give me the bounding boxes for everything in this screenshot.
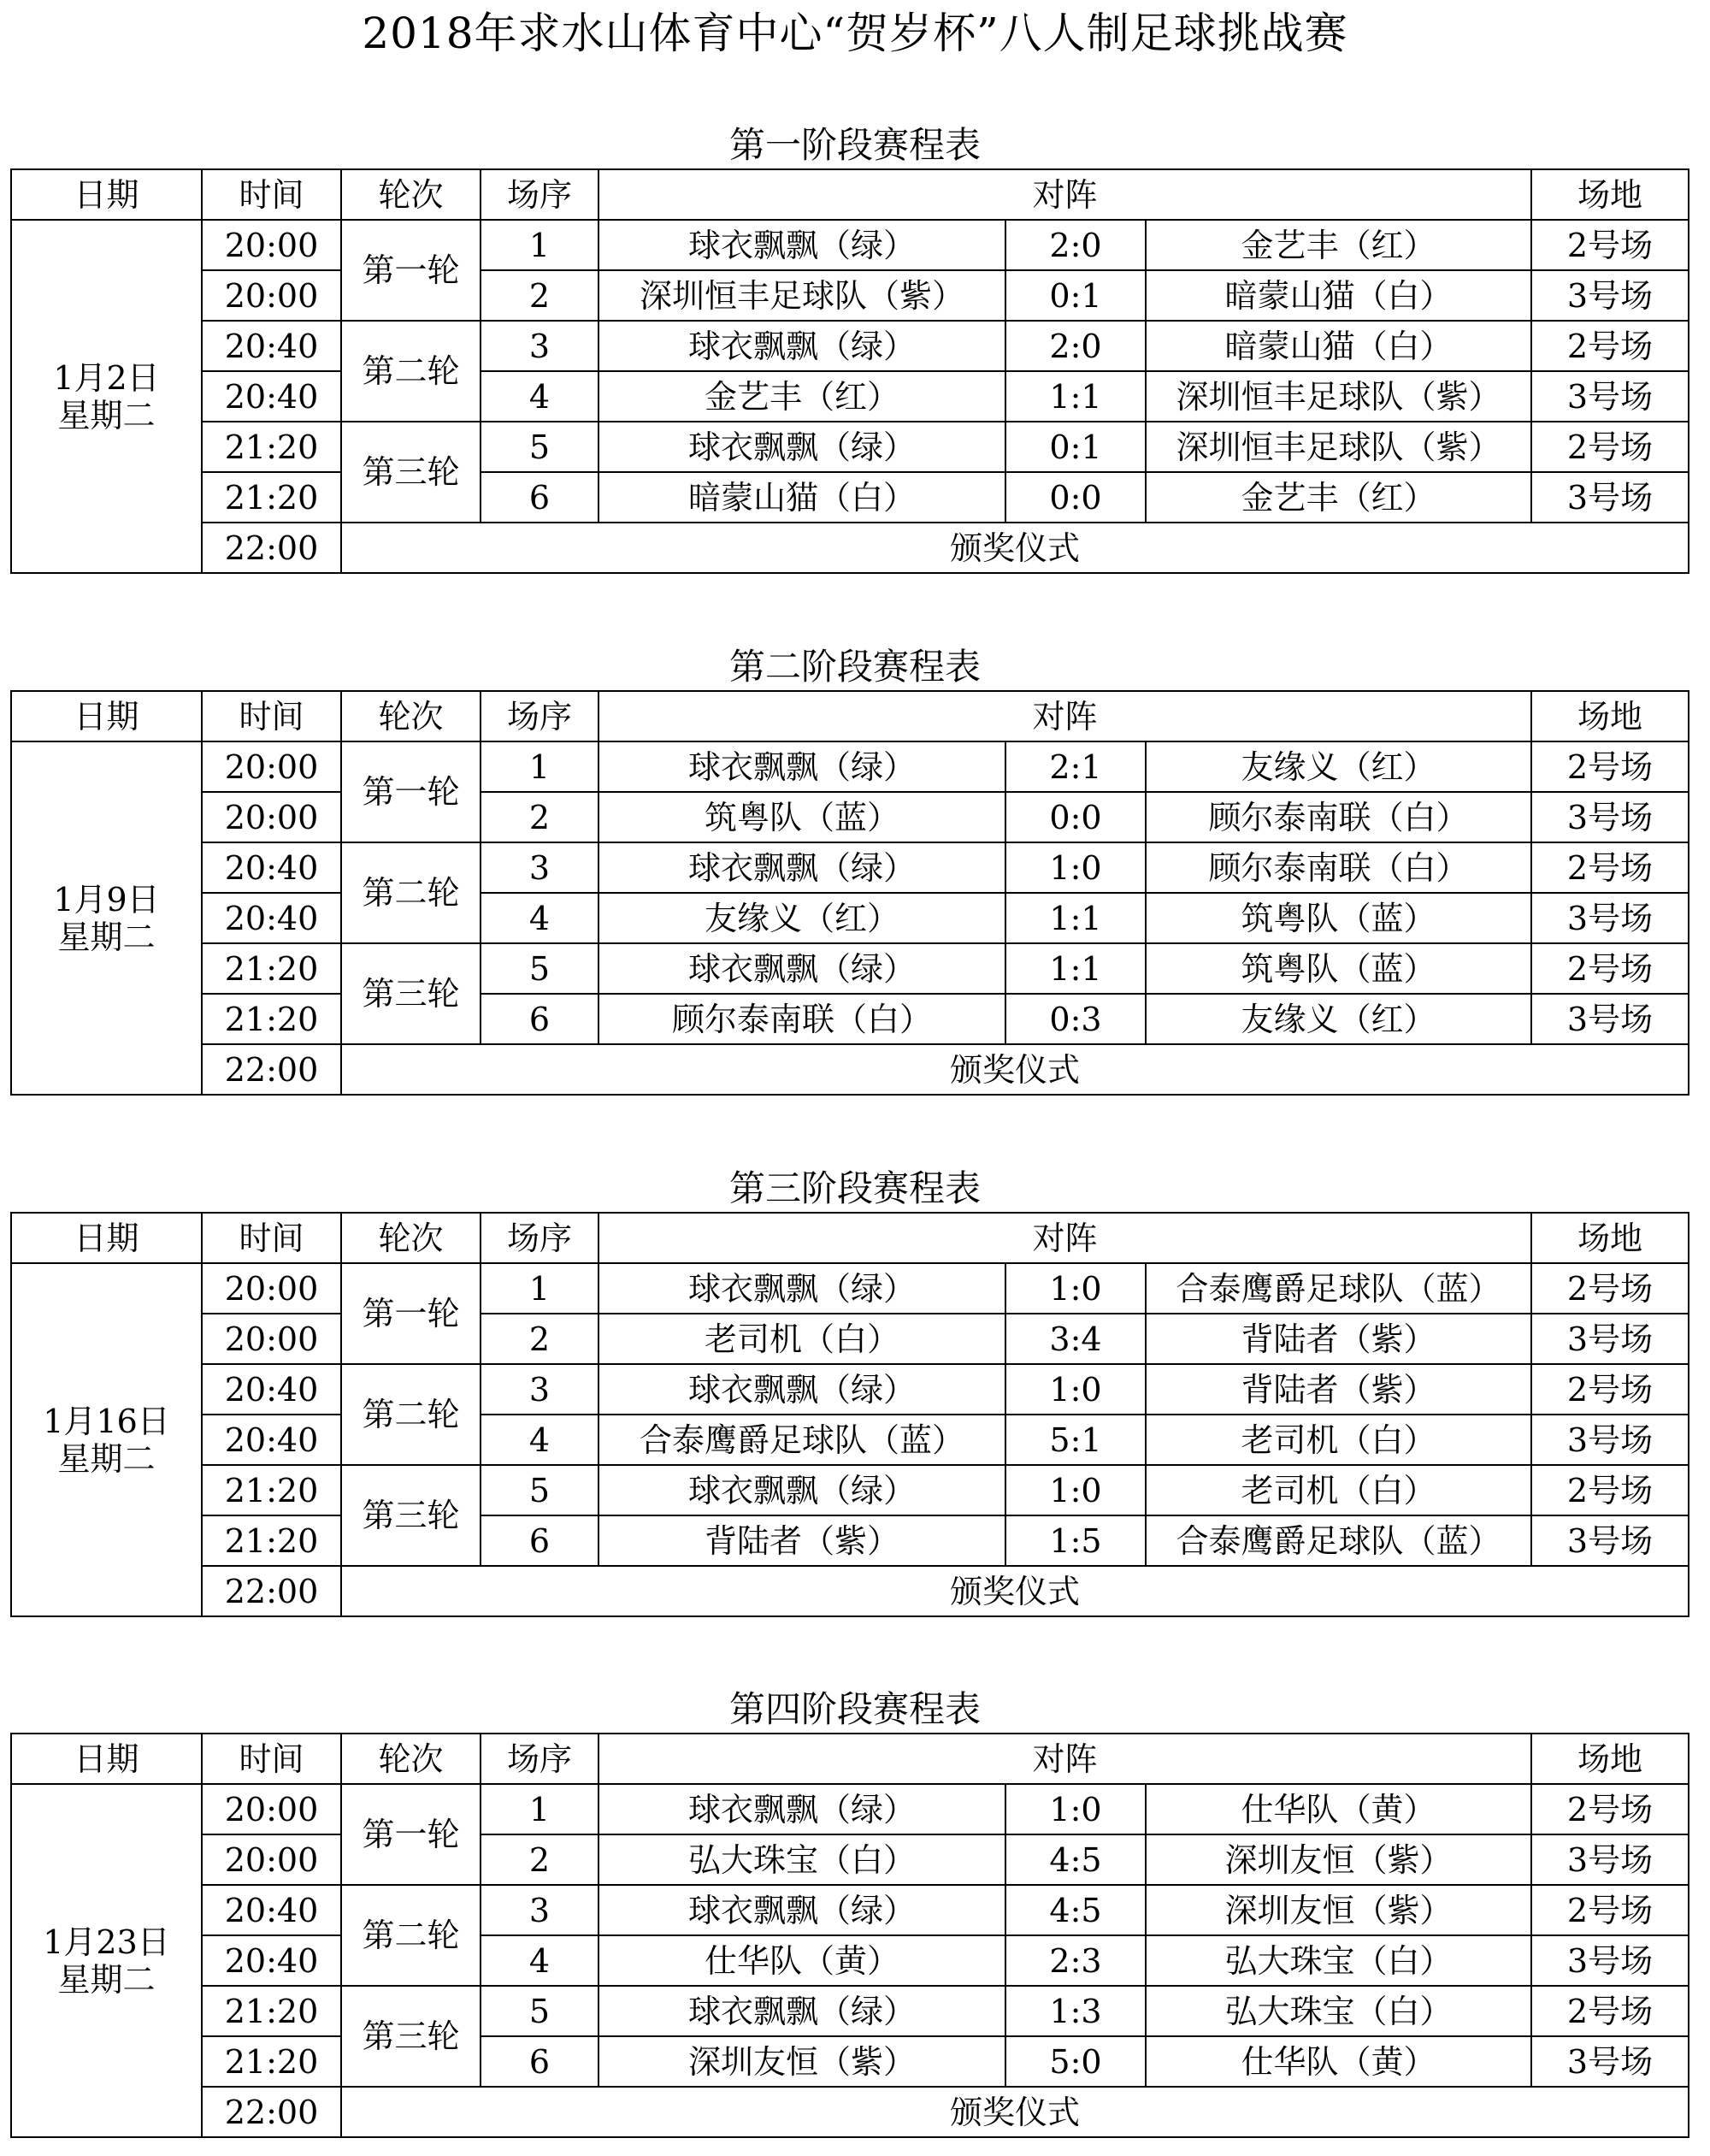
away-team: 合泰鹰爵足球队（蓝）: [1146, 1515, 1531, 1566]
match-venue: 3号场: [1531, 371, 1689, 422]
match-row: [11, 1465, 1689, 1515]
match-score: 1:5: [1005, 1515, 1146, 1566]
home-team: 球衣飘飘（绿）: [598, 220, 1005, 270]
home-team: 顾尔泰南联（白）: [598, 994, 1005, 1044]
header-round: 轮次: [341, 691, 481, 741]
match-score: 1:0: [1005, 1263, 1146, 1314]
match-row: [11, 741, 1689, 792]
header-round: 轮次: [341, 1734, 481, 1784]
away-team: 老司机（白）: [1146, 1415, 1531, 1465]
home-team: 球衣飘飘（绿）: [598, 1784, 1005, 1834]
header-date: 日期: [11, 1734, 202, 1784]
home-team: 友缘义（红）: [598, 893, 1005, 943]
match-weekday: 星期二: [57, 918, 156, 956]
date-cell: [11, 220, 202, 573]
match-venue: 2号场: [1531, 220, 1689, 270]
match-row: [11, 1515, 1689, 1566]
header-venue: 场地: [1531, 691, 1689, 741]
match-time: 20:40: [202, 1935, 341, 1986]
header-date: 日期: [11, 691, 202, 741]
match-score: 1:0: [1005, 1364, 1146, 1415]
ceremony-row: [11, 1566, 1689, 1616]
match-time: 20:40: [202, 1415, 341, 1465]
match-time: 20:00: [202, 741, 341, 792]
away-team: 弘大珠宝（白）: [1146, 1935, 1531, 1986]
match-score: 0:0: [1005, 792, 1146, 842]
header-row: [11, 691, 1689, 741]
schedule-table: [10, 168, 1689, 574]
match-order: 4: [481, 371, 598, 422]
match-row: [11, 321, 1689, 371]
header-date: 日期: [11, 169, 202, 220]
ceremony-row: [11, 523, 1689, 573]
match-score: 0:1: [1005, 422, 1146, 472]
match-time: 21:20: [202, 422, 341, 472]
match-venue: 2号场: [1531, 1465, 1689, 1515]
header-row: [11, 1213, 1689, 1263]
match-row: [11, 220, 1689, 270]
match-date: 1月2日: [53, 358, 160, 397]
match-row: [11, 1263, 1689, 1314]
ceremony-row: [11, 1044, 1689, 1095]
header-row: [11, 169, 1689, 220]
match-time: 20:00: [202, 1834, 341, 1885]
match-order: 4: [481, 893, 598, 943]
header-venue: 场地: [1531, 1213, 1689, 1263]
match-time: 20:40: [202, 893, 341, 943]
home-team: 金艺丰（红）: [598, 371, 1005, 422]
stage-title: 第二阶段赛程表: [728, 646, 981, 688]
match-score: 1:0: [1005, 842, 1146, 893]
match-order: 1: [481, 1784, 598, 1834]
match-venue: 2号场: [1531, 1986, 1689, 2036]
away-team: 合泰鹰爵足球队（蓝）: [1146, 1263, 1531, 1314]
match-venue: 3号场: [1531, 1314, 1689, 1364]
home-team: 球衣飘飘（绿）: [598, 741, 1005, 792]
match-order: 1: [481, 220, 598, 270]
match-order: 1: [481, 741, 598, 792]
match-row: [11, 371, 1689, 422]
ceremony-time: 22:00: [202, 1044, 341, 1095]
match-order: 6: [481, 472, 598, 523]
match-venue: 2号场: [1531, 1885, 1689, 1935]
away-team: 筑粤队（蓝）: [1146, 893, 1531, 943]
match-venue: 2号场: [1531, 943, 1689, 994]
ceremony-time: 22:00: [202, 1566, 341, 1616]
round-cell: 第三轮: [341, 943, 481, 1044]
match-venue: 3号场: [1531, 1935, 1689, 1986]
match-row: [11, 1415, 1689, 1465]
away-team: 弘大珠宝（白）: [1146, 1986, 1531, 2036]
home-team: 老司机（白）: [598, 1314, 1005, 1364]
home-team: 球衣飘飘（绿）: [598, 1263, 1005, 1314]
away-team: 顾尔泰南联（白）: [1146, 792, 1531, 842]
match-order: 3: [481, 1364, 598, 1415]
match-time: 21:20: [202, 1465, 341, 1515]
match-weekday: 星期二: [57, 1439, 156, 1478]
match-score: 1:1: [1005, 371, 1146, 422]
round-cell: 第三轮: [341, 1465, 481, 1566]
schedule-table: [10, 1733, 1689, 2138]
match-time: 21:20: [202, 994, 341, 1044]
away-team: 深圳恒丰足球队（紫）: [1146, 371, 1531, 422]
home-team: 背陆者（紫）: [598, 1515, 1005, 1566]
home-team: 球衣飘飘（绿）: [598, 321, 1005, 371]
match-row: [11, 422, 1689, 472]
date-cell: [11, 1263, 202, 1616]
match-venue: 3号场: [1531, 472, 1689, 523]
match-row: [11, 1986, 1689, 2036]
match-date: 1月9日: [53, 880, 160, 919]
away-team: 友缘义（红）: [1146, 994, 1531, 1044]
header-venue: 场地: [1531, 169, 1689, 220]
match-score: 1:0: [1005, 1465, 1146, 1515]
match-row: [11, 1364, 1689, 1415]
match-score: 0:3: [1005, 994, 1146, 1044]
home-team: 合泰鹰爵足球队（蓝）: [598, 1415, 1005, 1465]
match-score: 4:5: [1005, 1834, 1146, 1885]
match-time: 21:20: [202, 472, 341, 523]
round-cell: 第一轮: [341, 741, 481, 842]
header-matchup: 对阵: [598, 1734, 1531, 1784]
match-order: 5: [481, 1986, 598, 2036]
schedule-table: [10, 1212, 1689, 1617]
match-weekday: 星期二: [57, 1960, 156, 1999]
match-time: 20:00: [202, 1314, 341, 1364]
away-team: 仕华队（黄）: [1146, 1784, 1531, 1834]
schedule-table: [10, 690, 1689, 1096]
match-order: 6: [481, 2036, 598, 2087]
match-row: [11, 1834, 1689, 1885]
match-row: [11, 994, 1689, 1044]
away-team: 背陆者（紫）: [1146, 1314, 1531, 1364]
match-row: [11, 270, 1689, 321]
header-time: 时间: [202, 169, 341, 220]
match-venue: 3号场: [1531, 994, 1689, 1044]
match-time: 20:00: [202, 1263, 341, 1314]
stage-title: 第三阶段赛程表: [728, 1167, 981, 1209]
away-team: 友缘义（红）: [1146, 741, 1531, 792]
match-order: 3: [481, 321, 598, 371]
match-venue: 2号场: [1531, 321, 1689, 371]
match-time: 20:40: [202, 321, 341, 371]
match-weekday: 星期二: [57, 396, 156, 434]
match-venue: 2号场: [1531, 1364, 1689, 1415]
round-cell: 第二轮: [341, 842, 481, 943]
header-order: 场序: [481, 169, 598, 220]
header-round: 轮次: [341, 169, 481, 220]
away-team: 顾尔泰南联（白）: [1146, 842, 1531, 893]
match-score: 5:1: [1005, 1415, 1146, 1465]
match-row: [11, 842, 1689, 893]
ceremony-label: 颁奖仪式: [341, 523, 1689, 573]
match-score: 1:1: [1005, 943, 1146, 994]
match-score: 1:0: [1005, 1784, 1146, 1834]
match-row: [11, 2036, 1689, 2087]
match-row: [11, 1314, 1689, 1364]
header-time: 时间: [202, 1734, 341, 1784]
round-cell: 第三轮: [341, 1986, 481, 2087]
match-order: 3: [481, 1885, 598, 1935]
match-venue: 2号场: [1531, 741, 1689, 792]
match-score: 1:1: [1005, 893, 1146, 943]
ceremony-label: 颁奖仪式: [341, 1566, 1689, 1616]
ceremony-row: [11, 2087, 1689, 2137]
away-team: 金艺丰（红）: [1146, 220, 1531, 270]
match-score: 2:0: [1005, 220, 1146, 270]
match-venue: 3号场: [1531, 1515, 1689, 1566]
header-order: 场序: [481, 1213, 598, 1263]
home-team: 深圳友恒（紫）: [598, 2036, 1005, 2087]
ceremony-label: 颁奖仪式: [341, 1044, 1689, 1095]
header-time: 时间: [202, 691, 341, 741]
match-score: 4:5: [1005, 1885, 1146, 1935]
match-row: [11, 1935, 1689, 1986]
away-team: 暗蒙山猫（白）: [1146, 270, 1531, 321]
match-row: [11, 1885, 1689, 1935]
document-title: 2018年求水山体育中心“贺岁杯”八人制足球挑战赛: [362, 9, 1348, 58]
home-team: 球衣飘飘（绿）: [598, 422, 1005, 472]
home-team: 深圳恒丰足球队（紫）: [598, 270, 1005, 321]
match-order: 5: [481, 1465, 598, 1515]
round-cell: 第二轮: [341, 1364, 481, 1465]
match-score: 0:1: [1005, 270, 1146, 321]
match-score: 0:0: [1005, 472, 1146, 523]
round-cell: 第一轮: [341, 1263, 481, 1364]
header-round: 轮次: [341, 1213, 481, 1263]
home-team: 球衣飘飘（绿）: [598, 1885, 1005, 1935]
date-cell: [11, 1784, 202, 2137]
match-score: 2:0: [1005, 321, 1146, 371]
match-order: 2: [481, 1834, 598, 1885]
match-score: 1:3: [1005, 1986, 1146, 2036]
match-order: 1: [481, 1263, 598, 1314]
match-venue: 3号场: [1531, 1834, 1689, 1885]
match-score: 2:3: [1005, 1935, 1146, 1986]
match-score: 2:1: [1005, 741, 1146, 792]
header-venue: 场地: [1531, 1734, 1689, 1784]
match-date: 1月23日: [43, 1923, 170, 1961]
match-venue: 3号场: [1531, 270, 1689, 321]
match-time: 21:20: [202, 1515, 341, 1566]
home-team: 筑粤队（蓝）: [598, 792, 1005, 842]
home-team: 球衣飘飘（绿）: [598, 943, 1005, 994]
match-time: 20:40: [202, 1885, 341, 1935]
round-cell: 第一轮: [341, 1784, 481, 1885]
header-matchup: 对阵: [598, 691, 1531, 741]
away-team: 深圳友恒（紫）: [1146, 1885, 1531, 1935]
match-order: 6: [481, 994, 598, 1044]
match-time: 20:00: [202, 270, 341, 321]
away-team: 深圳友恒（紫）: [1146, 1834, 1531, 1885]
home-team: 仕华队（黄）: [598, 1935, 1005, 1986]
match-time: 21:20: [202, 2036, 341, 2087]
date-cell: [11, 741, 202, 1095]
away-team: 金艺丰（红）: [1146, 472, 1531, 523]
match-order: 4: [481, 1935, 598, 1986]
ceremony-time: 22:00: [202, 523, 341, 573]
match-row: [11, 893, 1689, 943]
match-score: 3:4: [1005, 1314, 1146, 1364]
header-matchup: 对阵: [598, 169, 1531, 220]
home-team: 球衣飘飘（绿）: [598, 1364, 1005, 1415]
home-team: 球衣飘飘（绿）: [598, 1465, 1005, 1515]
match-order: 5: [481, 422, 598, 472]
match-order: 2: [481, 270, 598, 321]
home-team: 弘大珠宝（白）: [598, 1834, 1005, 1885]
match-venue: 3号场: [1531, 792, 1689, 842]
match-order: 2: [481, 792, 598, 842]
round-cell: 第二轮: [341, 321, 481, 422]
match-row: [11, 943, 1689, 994]
match-order: 2: [481, 1314, 598, 1364]
match-time: 20:40: [202, 842, 341, 893]
match-score: 5:0: [1005, 2036, 1146, 2087]
away-team: 仕华队（黄）: [1146, 2036, 1531, 2087]
match-row: [11, 792, 1689, 842]
home-team: 暗蒙山猫（白）: [598, 472, 1005, 523]
match-order: 4: [481, 1415, 598, 1465]
stage-title: 第四阶段赛程表: [728, 1688, 981, 1730]
away-team: 暗蒙山猫（白）: [1146, 321, 1531, 371]
header-row: [11, 1734, 1689, 1784]
header-time: 时间: [202, 1213, 341, 1263]
header-date: 日期: [11, 1213, 202, 1263]
stage-title: 第一阶段赛程表: [728, 124, 981, 166]
match-time: 21:20: [202, 1986, 341, 2036]
home-team: 球衣飘飘（绿）: [598, 842, 1005, 893]
match-venue: 3号场: [1531, 893, 1689, 943]
match-venue: 3号场: [1531, 1415, 1689, 1465]
match-venue: 3号场: [1531, 2036, 1689, 2087]
away-team: 深圳恒丰足球队（紫）: [1146, 422, 1531, 472]
header-order: 场序: [481, 1734, 598, 1784]
match-row: [11, 1784, 1689, 1834]
header-order: 场序: [481, 691, 598, 741]
header-matchup: 对阵: [598, 1213, 1531, 1263]
match-time: 21:20: [202, 943, 341, 994]
match-venue: 2号场: [1531, 422, 1689, 472]
match-venue: 2号场: [1531, 842, 1689, 893]
match-order: 6: [481, 1515, 598, 1566]
round-cell: 第一轮: [341, 220, 481, 321]
match-venue: 2号场: [1531, 1784, 1689, 1834]
match-venue: 2号场: [1531, 1263, 1689, 1314]
match-order: 5: [481, 943, 598, 994]
match-order: 3: [481, 842, 598, 893]
match-time: 20:00: [202, 792, 341, 842]
away-team: 筑粤队（蓝）: [1146, 943, 1531, 994]
away-team: 老司机（白）: [1146, 1465, 1531, 1515]
home-team: 球衣飘飘（绿）: [598, 1986, 1005, 2036]
match-row: [11, 472, 1689, 523]
ceremony-label: 颁奖仪式: [341, 2087, 1689, 2137]
ceremony-time: 22:00: [202, 2087, 341, 2137]
match-date: 1月16日: [43, 1402, 170, 1440]
round-cell: 第三轮: [341, 422, 481, 523]
away-team: 背陆者（紫）: [1146, 1364, 1531, 1415]
match-time: 20:40: [202, 371, 341, 422]
match-time: 20:00: [202, 1784, 341, 1834]
match-time: 20:00: [202, 220, 341, 270]
round-cell: 第二轮: [341, 1885, 481, 1986]
match-time: 20:40: [202, 1364, 341, 1415]
